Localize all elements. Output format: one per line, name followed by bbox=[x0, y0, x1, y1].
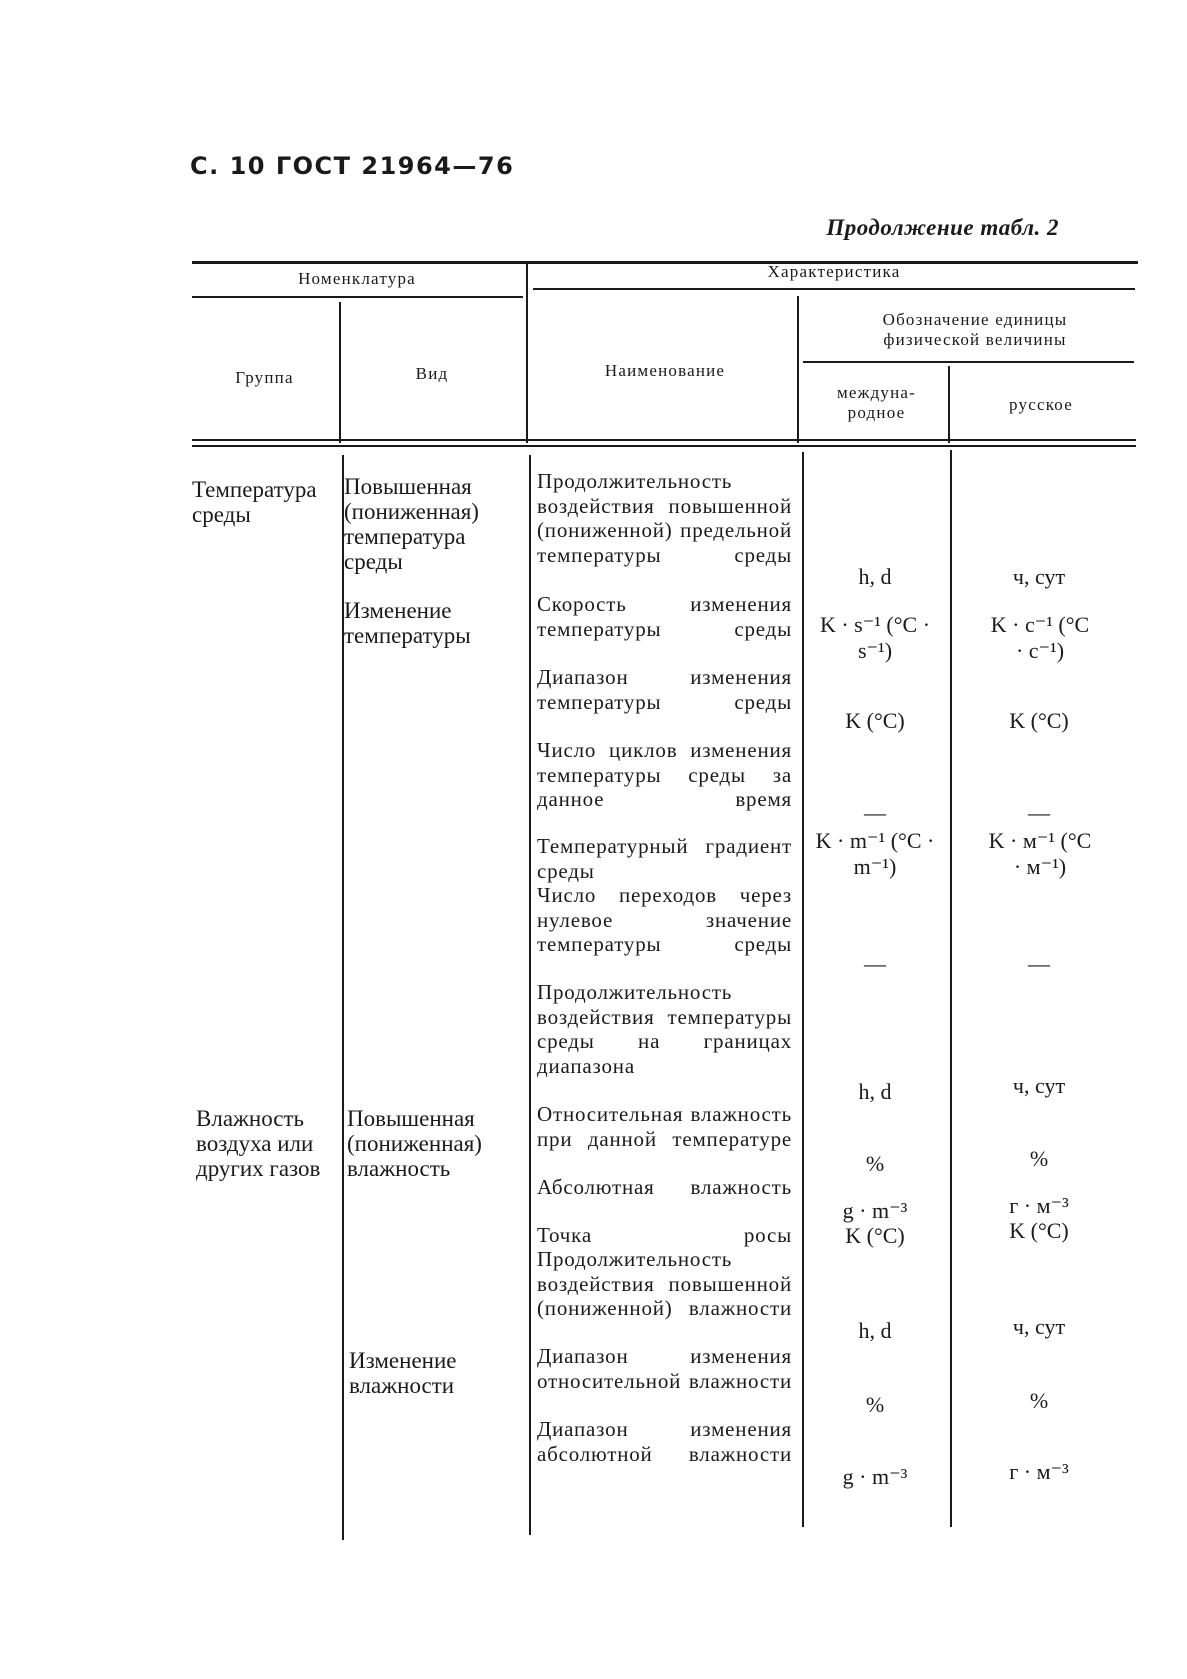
unit-russian: г · м⁻³ bbox=[1009, 1193, 1069, 1218]
unit-international: K (°C) bbox=[845, 708, 905, 733]
row-name: Диапазон изменения абсолютной влажности bbox=[537, 1417, 792, 1466]
unit-russian: ч, сут bbox=[1012, 1314, 1066, 1339]
header-russian: русское bbox=[1009, 395, 1073, 414]
table-continuation-caption: Продолжение табл. 2 bbox=[826, 215, 1059, 240]
header-characteristic: Характеристика bbox=[767, 262, 901, 281]
unit-international: — bbox=[864, 951, 886, 976]
unit-international: K · m⁻¹ (°C · m⁻¹) bbox=[815, 828, 935, 879]
column-divider-group-kind bbox=[339, 302, 341, 443]
unit-russian: — bbox=[1028, 951, 1050, 976]
header-group: Группа bbox=[235, 368, 294, 387]
header-bottom-rule bbox=[192, 439, 1136, 441]
unit-russian: K (°C) bbox=[1009, 1218, 1069, 1243]
unit-international: % bbox=[865, 1151, 885, 1176]
header-international: междуна- родное bbox=[836, 383, 917, 422]
header-name: Наименование bbox=[604, 361, 726, 380]
header-rule-units bbox=[803, 361, 1134, 363]
kind-raised-humidity: Повышенная (пониженная) влажность bbox=[347, 1106, 482, 1181]
unit-russian: ч, сут bbox=[1012, 564, 1066, 589]
row-name: Число циклов изменения температуры среды за данное время bbox=[537, 738, 792, 811]
header-rule-characteristic bbox=[533, 288, 1135, 290]
column-divider-intl-ru bbox=[948, 366, 950, 443]
group-temperature: Температура среды bbox=[192, 477, 317, 527]
unit-international: g · m⁻³ bbox=[842, 1464, 908, 1489]
row-name: Диапазон изменения температуры среды bbox=[537, 665, 792, 714]
header-nomenclature: Номенклатура bbox=[298, 269, 416, 288]
row-name: Абсолютная влажность bbox=[537, 1175, 792, 1199]
row-name: Температурный градиент среды bbox=[537, 834, 792, 883]
column-divider-nomenclature-characteristic bbox=[526, 263, 528, 443]
row-name: Продолжительность воздействия повышенной (пониженной) предельной температуры среды bbox=[537, 469, 792, 567]
header-unit-designation: Обозначение единицы физической величины bbox=[882, 310, 1068, 349]
group-humidity: Влажность воздуха или других газов bbox=[196, 1106, 321, 1181]
unit-russian: K · с⁻¹ (°C · с⁻¹) bbox=[990, 612, 1090, 663]
unit-international: h, d bbox=[858, 564, 892, 589]
row-name: Число переходов через нулевое значение температуры среды bbox=[537, 883, 792, 956]
unit-international: g · m⁻³ bbox=[842, 1198, 908, 1223]
kind-raised-temperature: Повышенная (пониженная) температура среды bbox=[344, 474, 479, 574]
body-divider-name-intl bbox=[802, 452, 804, 1527]
page-header: С. 10 ГОСТ 21964—76 bbox=[190, 152, 515, 180]
header-kind: Вид bbox=[415, 364, 449, 383]
header-bottom-rule-second bbox=[192, 445, 1136, 447]
row-name: Относительная влажность при данной температуре bbox=[537, 1102, 792, 1151]
row-name: Скорость изменения температуры среды bbox=[537, 592, 792, 641]
unit-russian: K · м⁻¹ (°C · м⁻¹) bbox=[988, 828, 1092, 879]
kind-humidity-change: Изменение влажности bbox=[349, 1348, 457, 1398]
row-name: Продолжительность воздействия повышенной (пониженной) влажности bbox=[537, 1247, 792, 1320]
row-name: Продолжительность воздействия температуры среды на границах диапазона bbox=[537, 980, 792, 1078]
unit-international: K · s⁻¹ (°C · s⁻¹) bbox=[819, 612, 931, 663]
unit-international: % bbox=[865, 1392, 885, 1417]
unit-russian: ч, сут bbox=[1012, 1073, 1066, 1098]
unit-russian: K (°C) bbox=[1009, 708, 1069, 733]
unit-russian: г · м⁻³ bbox=[1009, 1459, 1069, 1484]
unit-international: h, d bbox=[858, 1079, 892, 1104]
row-name: Точка росы bbox=[537, 1223, 792, 1247]
unit-international: K (°C) bbox=[845, 1223, 905, 1248]
unit-russian: % bbox=[1029, 1388, 1049, 1413]
header-rule-nomenclature bbox=[192, 296, 523, 298]
unit-russian: — bbox=[1028, 800, 1050, 825]
kind-temperature-change: Изменение температуры bbox=[344, 598, 471, 648]
body-divider-kind-name bbox=[529, 455, 531, 1535]
unit-international: — bbox=[864, 800, 886, 825]
unit-international: h, d bbox=[858, 1318, 892, 1343]
row-name: Диапазон изменения относительной влажности bbox=[537, 1344, 792, 1393]
unit-russian: % bbox=[1029, 1146, 1049, 1171]
body-divider-intl-ru bbox=[950, 450, 952, 1527]
